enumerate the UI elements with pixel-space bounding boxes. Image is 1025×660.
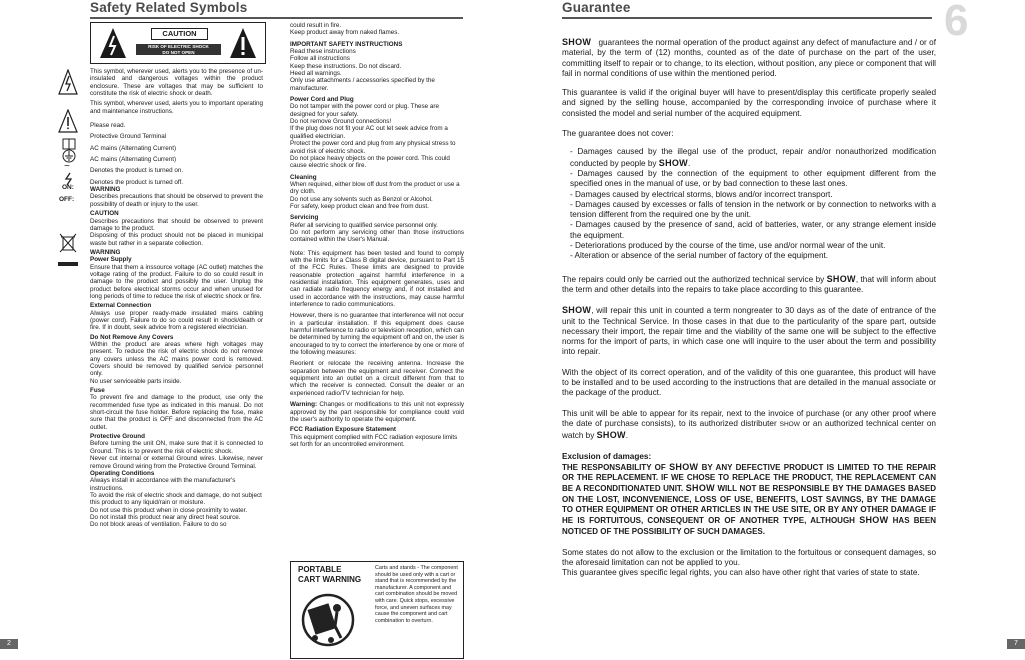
exclusion-head: Exclusion of damages: <box>562 451 652 461</box>
serv-1: Refer all servicing to qualified service personnel only. <box>290 221 438 229</box>
pg-text: Before turning the unit ON, make sure that it is connected to Ground. This is to prevent the risk of electric shock. <box>90 440 263 455</box>
guarantee-p5 <box>562 305 936 357</box>
brand-show: SHOW <box>562 305 592 316</box>
lightning-triangle-icon <box>99 27 127 59</box>
pcp-5: Do not place heavy objects on the power cord. This could cause electric shock or fire. <box>290 154 450 170</box>
chapter-number: 6 <box>944 0 969 45</box>
list-item: - Damages caused by the presence of sand, acid of batteries, water, or any strange element inside the equipment. <box>570 220 936 240</box>
guarantee-body <box>562 37 936 579</box>
on-desc: Denotes the product is turned on. <box>90 167 184 175</box>
caution-head: CAUTION <box>90 210 119 218</box>
p4a-text: The repairs could only be carried out the authorized technical service by <box>562 274 825 284</box>
off-label: OFF: <box>59 196 75 203</box>
ground-desc: Protective Ground Terminal <box>90 133 167 141</box>
column-1 <box>90 68 263 529</box>
brand-show: SHOW <box>596 430 626 441</box>
on-label: ON: <box>62 184 74 191</box>
isi-1: Read these instructions <box>290 48 356 56</box>
pcp-1: Do not tamper with the power cord or plug. These are designed for your safety. <box>290 103 439 118</box>
ext-head: External Connection <box>90 302 152 310</box>
exclamation-triangle-icon <box>229 27 257 59</box>
clean-head: Cleaning <box>290 173 317 181</box>
exclam-desc: This symbol, wherever used, alerts you to important operating and maintenance instructions. <box>90 100 263 115</box>
guarantee-p7: This unit will be able to appear for its repair, next to the invoice of purchase (or any other proof where the date of purchase consists), to its authorized distributer SHOW or an authorized technical center on watch by SHOW. <box>562 408 936 441</box>
ac-tilde-icon: ~ <box>64 161 70 172</box>
page-number-left: 2 <box>0 639 18 649</box>
brand-show: SHOW <box>669 461 699 472</box>
section-title-guarantee: Guarantee <box>562 0 631 15</box>
brand-show: SHOW <box>562 37 592 47</box>
clean-1: When required, either blow off dust from the product or use a dry cloth. <box>290 180 460 196</box>
cart-title-2: CART WARNING <box>298 575 362 584</box>
pcp-2: Do not remove Ground connections! <box>290 118 392 126</box>
please-read: Please read. <box>90 122 126 130</box>
fcc-warning-text: Changes or modifications to this unit not expressly approved by the part responsible for compliance could void the user's authority to operate the equipment. <box>290 401 464 423</box>
fcc-warning-label: Warning: <box>290 401 318 409</box>
caution-text: Describes precautions that should be observed to prevent damage to the product. <box>90 217 263 232</box>
guarantee-p9: This guarantee gives specific legal rights, you can also have other right that varies of state to state. <box>562 568 920 578</box>
caution-text-2: DO NOT OPEN <box>162 49 195 55</box>
rad-text: This equipment complied with FCC radiation exposure limits set forth for an uncontrolled environment. <box>290 433 458 448</box>
ac-desc-2: AC mains (Alternating Current) <box>90 156 177 164</box>
section-title-safety: Safety Related Symbols <box>90 0 248 15</box>
warning-head-2: WARNING <box>90 248 121 256</box>
caution-text-1: RISK OF ELECTRIC SHOCK <box>148 44 209 49</box>
list-item: - Damages caused by excesses or falls of tension in the network or by connection to networks with a tension different from the required one by the unit. <box>570 199 936 220</box>
fire-text: could result in fire. <box>290 22 342 29</box>
op-text-2: To avoid the risk of electric shock and damage, do not subject this product to any liquid/rain or moisture. <box>90 491 262 507</box>
p1-text: guarantees the normal operation of the product against any defect of manufacture and / or of material, by the term of (12) months, counted as of the date of purchase on the part of the user, committing itself to repair or to change, to its election, without position, any piece or component that will fail in normal conditions of use within the mentioned period. <box>562 38 936 78</box>
guarantee-p4 <box>562 274 936 296</box>
guarantee-p6: With the object of its correct operation, and of the validity of this one guarantee, this product will have to be installed and to be used according to the instructions that are detailed in the manual associate or the package of the product. <box>562 367 936 398</box>
fcc-however: However, there is no guarantee that interference will not occur in a particular installation. If this equipment does cause harmful interference to radio or television reception, which can be determined by turning the equipment off and on, the user is encouraged to try to correct the interference by one or more of the following measures: <box>290 312 464 357</box>
isi-5: Only use attachments / accessories specified by the manufacturer. <box>290 77 435 92</box>
guarantee-p3: The guarantee does not cover: <box>562 129 674 139</box>
dispose-text: Disposing of this product should not be placed in municipal waste but rather in a separate collection. <box>90 232 263 247</box>
isi-head: IMPORTANT SAFETY INSTRUCTIONS <box>290 40 403 48</box>
guarantee-rule <box>562 17 932 19</box>
title-rule <box>90 17 463 19</box>
guarantee-p8: Some states do not allow to the exclusion or the limitation to the fortuitous or consequent damages, so the aforesaid limitation can not be applied to you. <box>562 547 936 568</box>
flames-text: Keep product away from naked flames. <box>290 29 400 37</box>
power-head: Power Supply <box>90 256 132 264</box>
power-text: Ensure that them a inssource voltage (AC outlet) matches the voltage rating of the product. Failure to do so could result in damage to the product and possibly the user. Unplug the product before electrical storms occur and when unused for long periods of time to reduce the risk of electric shock or fire. <box>90 263 263 300</box>
guarantee-p1 <box>562 37 936 79</box>
isi-4: Heed all warnings. <box>290 70 342 78</box>
isi-3: Keep these instructions. Do not discard. <box>290 62 402 70</box>
pcp-3: If the plug does not fit your AC out let seek advice from a qualified electrician. <box>290 125 448 140</box>
brand-show: SHOW <box>779 420 800 428</box>
caution-box <box>90 22 266 64</box>
list-item: - Damages caused by the connection of the equipment to other equipment different from the specified ones in the manual of use, or by bad connection to these last ones. <box>570 168 936 189</box>
excl-a: THE RESPONSABILITY OF <box>562 462 666 472</box>
cart-title <box>298 565 361 585</box>
op-text-3: Do not use this product when in close proximity to water. <box>90 506 248 514</box>
cart-tipping-icon <box>301 588 355 652</box>
caution-warning-text <box>136 44 221 55</box>
p4b-text: , that will inform about the term and other details into the repairs to take place according to this guarantee. <box>562 274 936 294</box>
ext-text: Always use proper ready-made insulated mains cabling (power cord). Failure to do so could result in shock/death or fire. If in doubt, seek advice from a registered electrician. <box>90 309 263 332</box>
op-text-5: Do not block areas of ventilation. Failure to do so <box>90 521 227 529</box>
serv-2: Do not perform any servicing other than those instructions contained within the User's Manual. <box>290 228 464 244</box>
fcc-warning <box>290 401 464 423</box>
fcc-measures: Reorient or relocate the receiving antenna. Increase the separation between the equipment and receiver. Connect the equipment into an outlet on a circuit different from that to which the receiver is connected. Consult the dealer or an experienced radio/TV technician for help. <box>290 360 464 397</box>
lightning-icon <box>58 69 78 95</box>
isi-2: Follow all instructions <box>290 55 350 63</box>
serv-head: Servicing <box>290 214 319 222</box>
no-user-text: No user serviceable parts inside. <box>90 377 182 385</box>
p5-text: , will repair this unit in counted a term nongreater to 30 days as of the date of entrance of the unit to the Technical Service. In those cases in that due to the particularity of the spare part, outside necessary their import, the repair time and the viability of the same one will be subject to the effective norms for the import of parts, in which case one will inquire to the user about the term and possibility into repair. <box>562 306 936 357</box>
page-number-right: 7 <box>1007 639 1025 649</box>
clean-3: For safety, keep product clean and free from dust. <box>290 202 429 210</box>
exclusion-list <box>562 147 936 261</box>
fuse-head: Fuse <box>90 387 105 395</box>
caution-label: CAUTION <box>151 28 208 40</box>
rad-head: FCC Radiation Exposure Statement <box>290 426 397 434</box>
warning-text: Describes precautions that should be observed to prevent the possibility of death or injury to the user. <box>90 193 263 208</box>
list-item: - Damages caused by the illegal use of the product, repair and/or nonauthorized modification conducted by people by SHOW. <box>570 147 936 168</box>
brand-show: SHOW <box>826 273 856 284</box>
exclamation-icon <box>58 109 78 133</box>
cart-text: Carts and stands - The component should be used only with a cart or stand that is recommended by the manufacturer. A component and cart combination should be moved with care. Quick stops, excessive force, and uneven surfaces may cause the component and cart combination to overturn. <box>375 565 458 624</box>
op-head: Operating Conditions <box>90 469 155 477</box>
portable-cart-warning-box <box>290 561 464 659</box>
guarantee-p2: This guarantee is valid if the original buyer will have to present/display this certificate properly sealed and signed by the selling house, accompanied by the corresponding invoice of purchase where it consisted the model and serial number of the acquired equipment. <box>562 88 936 118</box>
op-text-4: Do not install this product near any direct heat source. <box>90 513 241 521</box>
pcp-head: Power Cord and Plug <box>290 96 354 104</box>
exclusion-text <box>562 462 936 537</box>
crossed-bin-icon <box>58 232 78 254</box>
excl-c: WILL NOT BE RESPONSIBLE BY THE DAMAGES BASED ON THE LOST, INCONVENIENCE, LOSS OF USE, BENEFITS, LOST SAVINGS, BY THE DAMAGE TO OTHER EQUIPMENT OR OTHER ARTICLES IN THE USE SITE, OR BY ANY OTHER DAMAGE IF HE IS FORTUITOUS, CONSEQUENT OR OF ANOTHER TYPE, ALTHOUGH <box>562 484 936 526</box>
list-item: - Deteriorations produced by the course of the time, use and/or normal wear of the unit. <box>570 241 886 251</box>
covers-head: Do Not Remove Any Covers <box>90 333 174 341</box>
ac-desc-1: AC mains (Alternating Current) <box>90 144 177 152</box>
column-2 <box>290 22 464 448</box>
bin-bar-icon <box>58 262 78 266</box>
p7b-text: or an authorized technical center on watch by <box>562 418 936 441</box>
pg-text-2: Never cut internal or external Ground wires. Likewise, never remove Ground wiring from the Protective Ground Terminal. <box>90 455 263 470</box>
cart-title-1: PORTABLE <box>298 565 342 574</box>
brand-show: SHOW <box>859 515 889 526</box>
pcp-4: Protect the power cord and plug from any physical stress to avoid risk of electric shock. <box>290 140 456 155</box>
excl-d: HAS BEEN NOTICED OF THE POSSIBILITY OF SUCH DAMAGES. <box>562 516 936 536</box>
p7a-text: This unit will be able to appear for its repair, next to the invoice of purchase (or any other proof where the date of purchase consists), to its authorized distributer <box>562 408 936 428</box>
fcc-note: Note: This equipment has been tested and found to comply with the limits for a Class B digital device, pursuant to Part 15 of the FCC Rules. These limits are designed to provide reasonable protection against harmful interference in a residential installation. This equipment generates, uses and can radiate radio frequency energy and, if not installed and used in accordance with the instructions, may cause harmful interference to radio communications. <box>290 249 464 309</box>
off-desc: Denotes the product is turned off. <box>90 178 183 186</box>
op-text-1: Always install in accordance with the manufacturer's instructions. <box>90 477 236 492</box>
brand-show: SHOW <box>658 157 688 168</box>
list-item: - Alteration or absence of the serial number of factory of the equipment. <box>570 251 829 261</box>
covers-text: Within the product are areas where high voltages may present. To reduce the risk of electric shock do not remove any covers unless the AC mains power cord is removed. Covers should be removed by qualified service personnel only. <box>90 341 263 378</box>
excl-b: BY ANY DEFECTIVE PRODUCT IS LIMITED TO THE REPAIR OR THE REPLACEMENT. IF WE CHOSE TO REPLACE THE PRODUCT, THE REPLACEMENT CAN BE A RECONDITIONATED UNIT. <box>562 462 936 494</box>
clean-2: Do not use any solvents such as Benzol or Alcohol. <box>290 195 433 203</box>
fuse-text: To prevent fire and damage to the product, use only the recommended fuse type as indicated in this manual. Do not short-circuit the fuse holder. Before replacing the fuse, make sure that the product is OFF and disconnected from the AC outlet. <box>90 394 263 431</box>
warning-head: WARNING <box>90 186 121 194</box>
list-item: - Damages caused by electrical storms, blows and/or incorrect transport. <box>570 189 833 199</box>
brand-show: SHOW <box>685 483 715 494</box>
lightning-desc: This symbol, wherever used, alerts you to the presence of un-insulated and dangerous voltages within the product enclosure. These are voltages that may be sufficient to constitute the risk of electric shock or death. <box>90 68 263 98</box>
item-0-text: - Damages caused by the illegal use of the product, repair and/or nonauthorized modification conducted by people by <box>570 147 936 168</box>
pg-head: Protective Ground <box>90 433 145 441</box>
